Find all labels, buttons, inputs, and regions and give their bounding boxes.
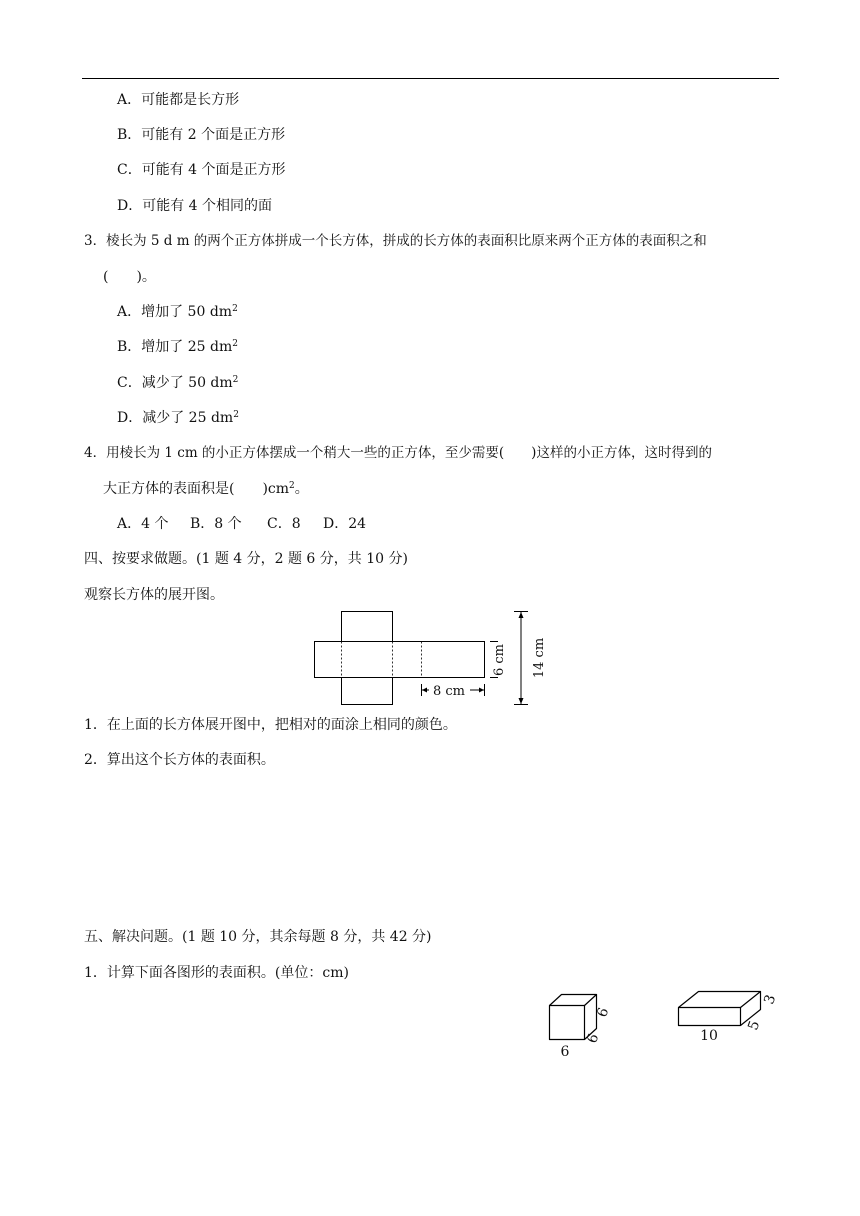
q2-option-b: B．可能有 2 个面是正方形 [117, 127, 286, 143]
cube-height-label: 6 [594, 1005, 613, 1020]
cube-figure [540, 990, 620, 1065]
q2-option-d: D．可能有 4 个相同的面 [117, 198, 273, 214]
net-width-label: 8 cm [432, 684, 466, 699]
section5-heading: 五、解决问题。(1 题 10 分，其余每题 8 分，共 42 分) [84, 929, 432, 945]
section4-q2: 2．算出这个长方体的表面积。 [84, 752, 275, 768]
net-height-label: 6 cm [492, 643, 507, 677]
q3-option-b: B．增加了 25 $dm^2$ [117, 339, 238, 355]
net-total-label: 14 cm [532, 637, 547, 679]
q2-option-c: C．可能有 4 个面是正方形 [117, 162, 286, 178]
q3-option-d: D．减少了 25 $dm^2$ [117, 410, 239, 426]
q3-stem: 3．棱长为 5 d m 的两个正方体拼成一个长方体，拼成的长方体的表面积比原来两个正方体的表面积之和 [84, 233, 707, 249]
net-top-face [342, 612, 393, 642]
cuboid-net-figure [300, 605, 560, 715]
q4-option-c: C．8 [267, 516, 301, 532]
cube-front-label: 6 [560, 1044, 570, 1060]
net-bottom-face [342, 678, 393, 705]
cuboid-height-label: 3 [761, 992, 780, 1007]
q2-option-a: A．可能都是长方形 [117, 92, 240, 108]
cube-depth-label: 6 [584, 1031, 603, 1046]
section4-q1: 1．在上面的长方体展开图中，把相对的面涂上相同的颜色。 [84, 717, 457, 733]
q4-option-a: A．4 个 [117, 516, 169, 532]
section4-heading: 四、按要求做题。(1 题 4 分，2 题 6 分，共 10 分) [84, 551, 408, 567]
q3-option-a: A．增加了 50 $dm^2$ [117, 304, 238, 320]
cuboid-figure [668, 985, 783, 1045]
header-rule [82, 78, 779, 79]
q4-stem: 4．用棱长为 1 cm 的小正方体摆成一个稍大一些的正方体，至少需要( )这样的小正方体，这时得到的 [84, 445, 712, 461]
net-middle-row [315, 642, 485, 678]
section4-intro: 观察长方体的展开图。 [84, 587, 224, 603]
cuboid-length-label: 10 [700, 1028, 718, 1044]
q4-stem-line2: 大正方体的表面积是( )$cm^2$。 [103, 481, 309, 497]
q4-option-d: D．24 [323, 516, 367, 532]
cuboid-width-label: 5 [745, 1018, 764, 1033]
section5-q1: 1．计算下面各图形的表面积。(单位：cm) [84, 965, 349, 981]
q3-option-c: C．减少了 50 $dm^2$ [117, 375, 239, 391]
q4-option-b: B．8 个 [190, 516, 242, 532]
q3-blank: ( )。 [103, 269, 156, 285]
